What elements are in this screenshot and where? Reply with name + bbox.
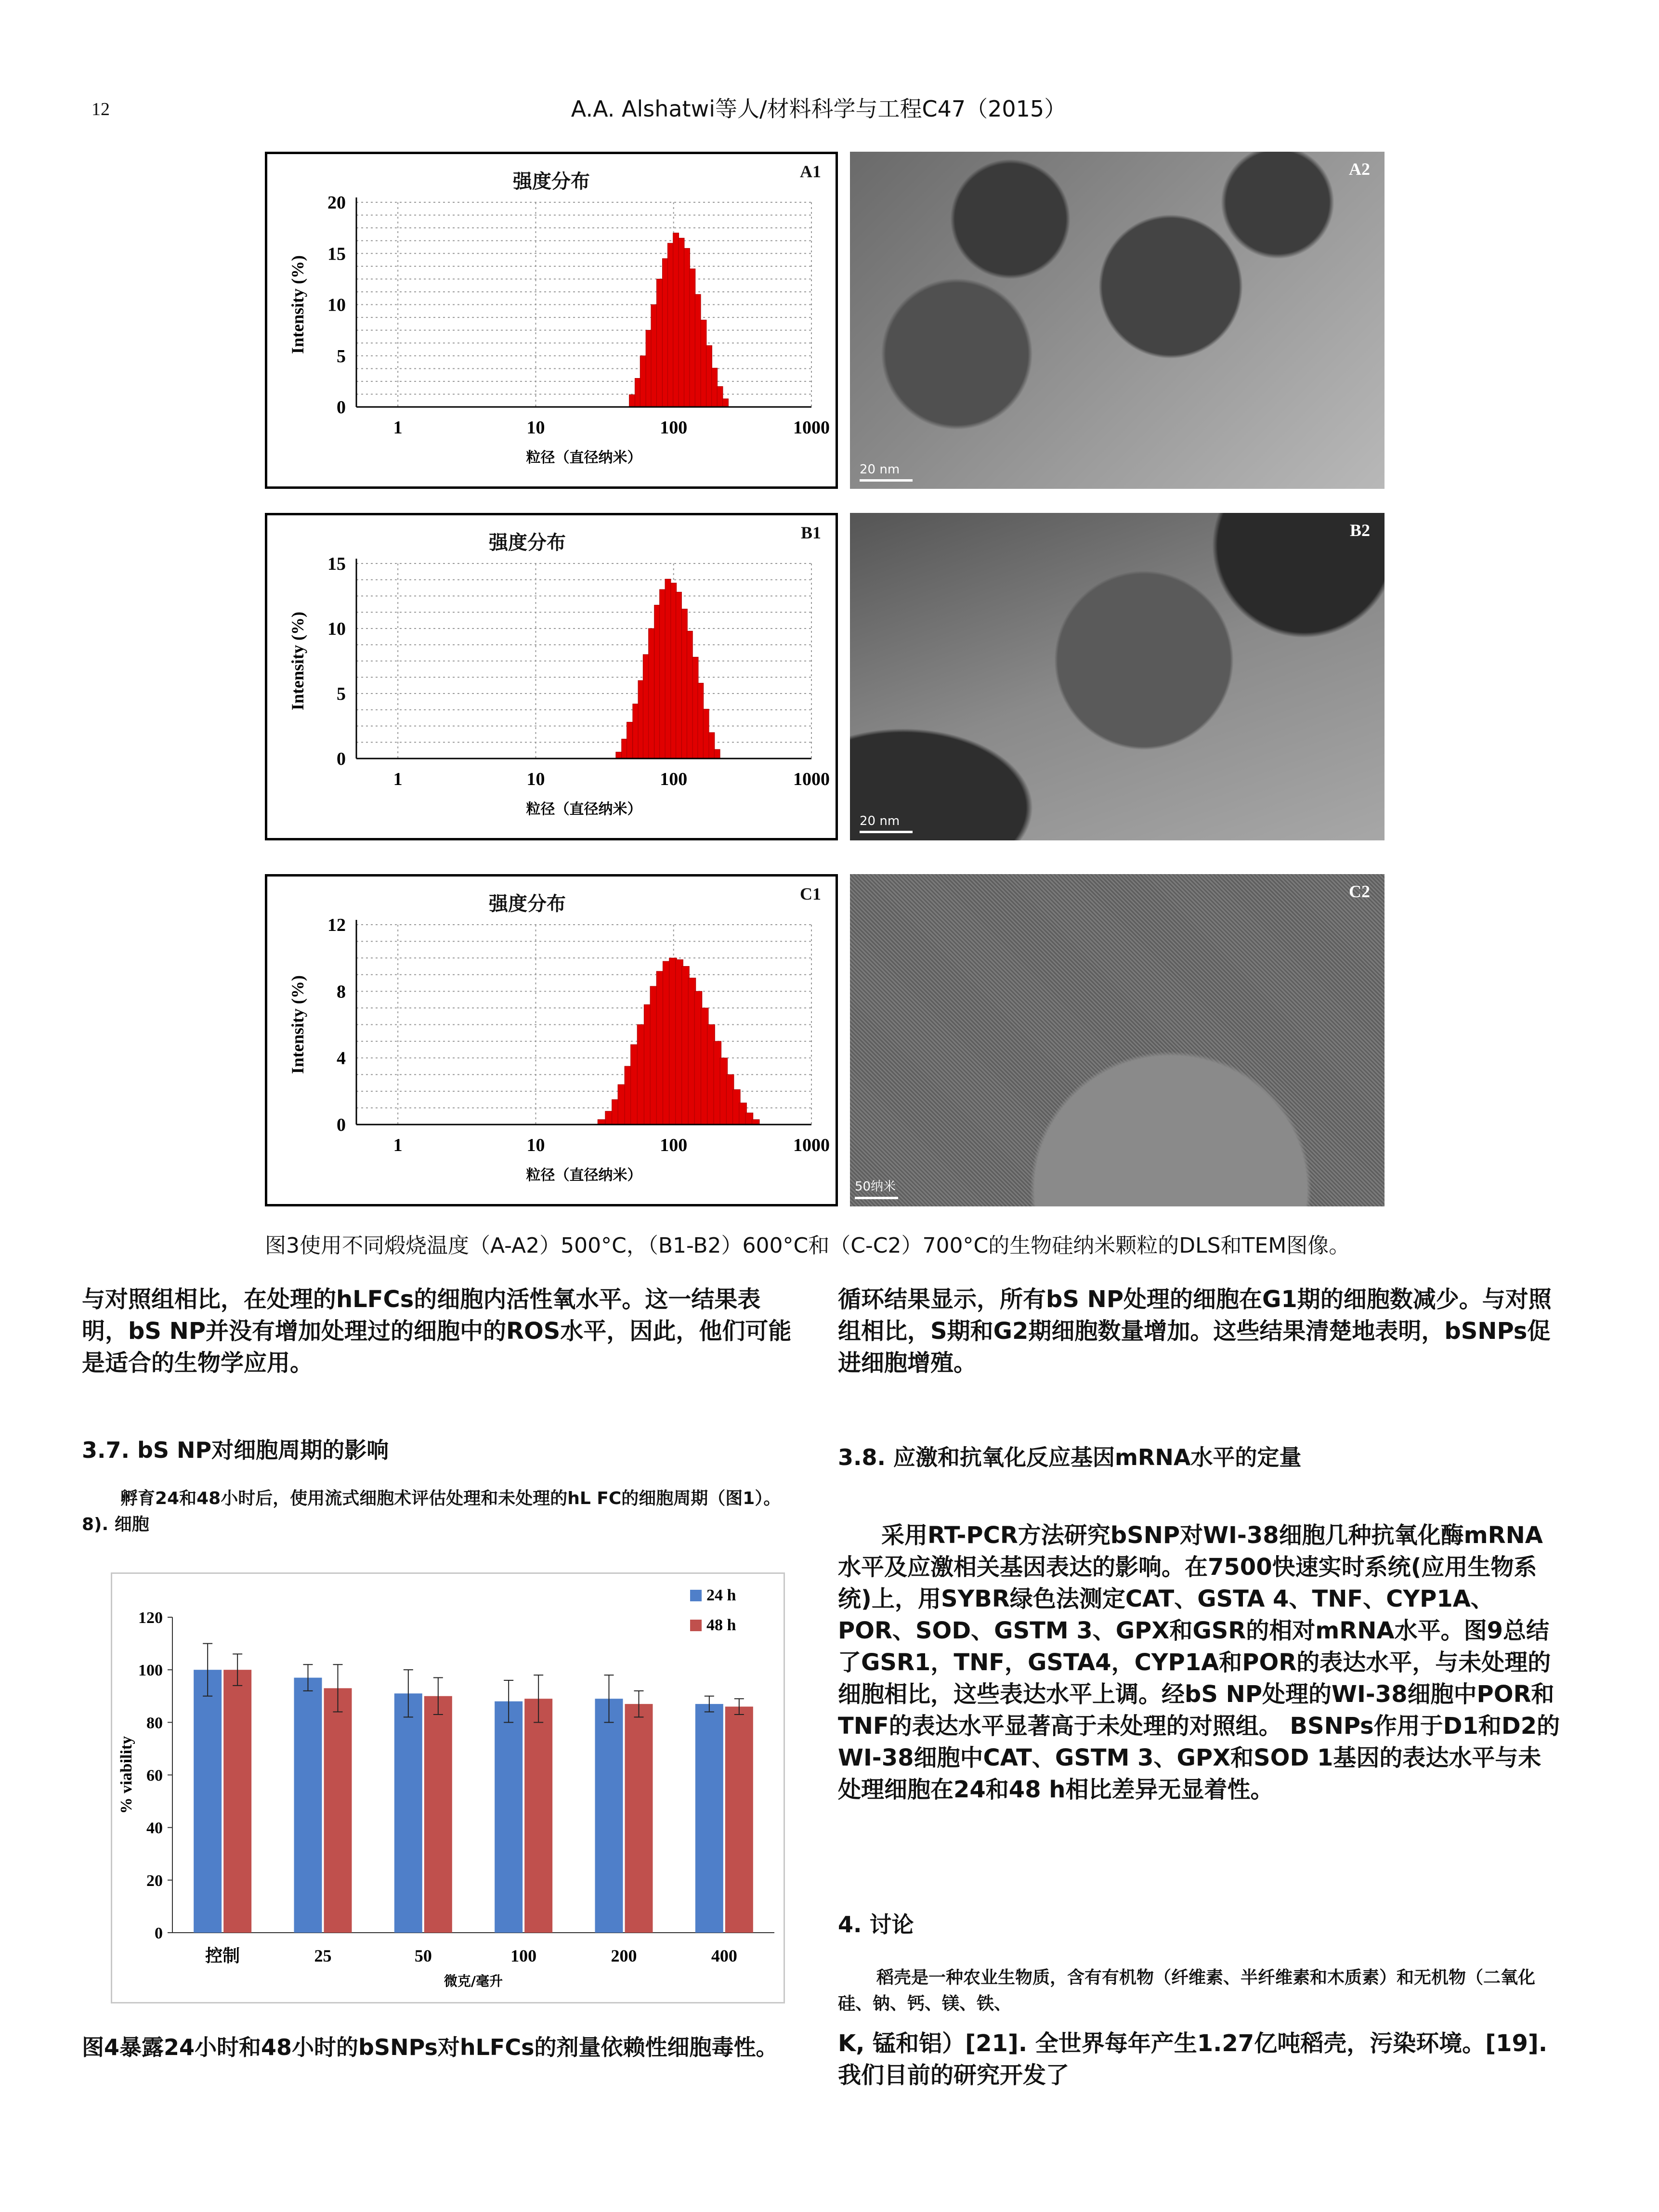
panel-label: A1 [800,162,821,181]
histogram-bar [673,233,679,407]
figure4-caption: 图4暴露24小时和48小时的bSNPs对hLFCs的剂量依赖性细胞毒性。 [82,2034,778,2060]
legend-label: 48 h [706,1616,736,1634]
y-tick-label: 10 [327,295,346,315]
x-axis-title: 粒径（直径纳米） [526,449,642,466]
viability-bar [294,1678,322,1933]
running-title: A.A. Alshatwi等人/材料科学与工程C47（2015） [571,96,1067,122]
y-tick-label: 0 [155,1924,163,1942]
figure3-caption: 图3使用不同煅烧温度（A-A2）500°C，（B1-B2）600°C和（C-C2）700°C的生物硅纳米颗粒的DLS和TEM图像。 [265,1233,1350,1258]
panel-label: B2 [1349,521,1370,540]
x-tick-label: 1000 [793,418,830,438]
y-tick-label: 12 [327,915,346,935]
histogram-bar [622,739,627,759]
y-tick-label: 10 [327,619,346,639]
histogram-bar [662,259,668,407]
y-tick-label: 5 [337,346,346,366]
viability-bar [625,1704,653,1933]
histogram-bar [605,1111,613,1125]
figure4-frame [111,1572,785,2003]
histogram-bar [629,395,635,407]
y-axis-title: Intensity (%) [288,612,307,710]
y-tick-label: 15 [327,554,346,574]
y-tick-label: 4 [337,1048,346,1069]
x-tick-label: 100 [510,1946,537,1965]
y-tick-label: 15 [327,244,346,264]
viability-bar [495,1702,523,1933]
scale-bar [860,479,913,482]
viability-bar [524,1699,552,1933]
legend-swatch [690,1590,702,1601]
viability-bar [725,1707,753,1933]
y-axis-title: Intensity (%) [288,975,307,1074]
panel-title: 强度分布 [513,170,590,193]
histogram-bar [665,579,671,759]
legend-label: 24 h [706,1586,736,1604]
x-axis-title: 粒径（直径纳米） [526,1167,642,1184]
x-tick-label: 10 [526,769,545,789]
histogram-bar [684,249,690,407]
x-tick-label: 1 [393,769,403,789]
histogram-bar [598,1120,605,1125]
y-tick-label: 40 [146,1819,163,1837]
x-tick-label: 100 [660,1135,688,1155]
dls-panel-b1 [265,513,838,840]
viability-bar [223,1670,251,1933]
y-tick-label: 0 [337,749,346,769]
scale-bar [855,1197,898,1199]
scale-bar-label: 50纳米 [855,1179,896,1194]
histogram-bar [714,749,720,759]
x-tick-label: 1 [393,418,403,438]
panel-label: C1 [800,884,821,903]
y-tick-label: 60 [146,1767,163,1785]
dls-chart-a1 [267,154,836,486]
histogram-bar [671,583,677,759]
y-tick-label: 0 [337,1115,346,1135]
y-tick-label: 20 [327,193,346,213]
x-tick-label: 100 [660,418,688,438]
page-number: 12 [91,99,110,119]
histogram-bar [676,592,682,759]
histogram-bar [690,269,695,407]
histogram-bar [640,356,646,407]
histogram-bar [651,305,657,407]
panel-label: A2 [1349,159,1370,179]
y-axis-title: Intensity (%) [288,255,307,354]
x-tick-label: 控制 [205,1946,240,1965]
x-tick-label: 1 [393,1135,403,1155]
histogram-bar [635,379,640,407]
histogram-bar [654,605,660,759]
left-paragraph-1: 与对照组相比，在处理的hLFCs的细胞内活性氧水平。这一结果表明，bS NP并没有增加处理过的细胞中的ROS水平，因此，他们可能是适合的生物学应用。 [82,1286,792,1376]
histogram-bar [723,399,729,407]
histogram-bar [660,589,666,759]
viability-bar [424,1696,452,1933]
y-tick-label: 20 [146,1872,163,1890]
histogram-bar [709,733,715,759]
x-axis-title: 微克/毫升 [444,1973,503,1989]
histogram-bar [637,1025,645,1125]
dls-chart-c1 [267,877,836,1204]
y-tick-label: 8 [337,982,346,1002]
histogram-bar [616,752,622,759]
histogram-bar [698,683,704,759]
y-tick-label: 5 [337,684,346,704]
y-axis-title: % viability [118,1736,135,1814]
section-heading-4: 4. 讨论 [838,1911,914,1937]
right-paragraph-4: K, 锰和铝）[21]. 全世界每年产生1.27亿吨稻壳，污染环境。[19]. 我们目前的研究开发了 [838,2030,1548,2089]
histogram-bar [681,609,687,759]
histogram-bar [752,1120,759,1125]
x-tick-label: 10 [526,418,545,438]
y-tick-label: 80 [146,1714,163,1732]
tem-image-a2 [850,152,1385,489]
viability-bar [394,1693,422,1933]
y-tick-label: 0 [337,397,346,418]
x-tick-label: 1000 [793,769,830,789]
histogram-bar [643,654,649,759]
x-tick-label: 25 [314,1946,332,1965]
histogram-bar [703,709,709,759]
histogram-bar [687,631,692,759]
histogram-bar [667,243,673,407]
x-tick-label: 1000 [793,1135,830,1155]
panel-label: C2 [1349,882,1370,901]
histogram-bar [656,279,662,407]
y-tick-label: 100 [138,1662,163,1680]
right-paragraph-1: 循环结果显示，所有bS NP处理的细胞在G1期的细胞数减少。与对照组相比，S期和G2期细胞数量增加。这些结果清楚地表明，bSNPs促进细胞增殖。 [838,1286,1552,1376]
histogram-bar [646,330,652,407]
histogram-bar [712,368,718,407]
legend-swatch [690,1620,702,1631]
panel-label: B1 [800,523,821,542]
histogram-bar [618,1085,626,1125]
right-paragraph-2: 采用RT-PCR方法研究bSNP对WI-38细胞几种抗氧化酶mRNA水平及应激相关基因表达的影响。在7500快速实时系统(应用生物系统)上，用SYBR绿色法测定CAT、GSTA 4、TNF、CYP1A、POR、SOD、GSTM 3、GPX和GSR的相对mRNA水平。图9总结了GSR1，TNF，GSTA4，CYP1A和POR的表达水平，与未处理的细胞相比，这些表达水平上调。经bS NP处理的WI-38细胞中POR和TNF的表达水平显著高于未处理的对照组。 BSNPs作用于D1和D2的WI-38细胞中CAT、GSTM 3、GPX和SOD 1基因的表达水平与未处理细胞在24和48 h相比差异无显着性。 [838,1522,1560,1803]
viability-bar [194,1670,222,1933]
panel-title: 强度分布 [489,532,566,554]
viability-bar [324,1688,352,1933]
histogram-bar [706,346,712,407]
y-tick-label: 120 [138,1609,163,1627]
dls-panel-a1 [265,152,838,489]
dls-chart-b1 [267,515,836,838]
x-tick-label: 100 [660,769,688,789]
left-paragraph-2: 孵育24和48小时后，使用流式细胞术评估处理和未处理的hL FC的细胞周期（图1）。8). 细胞 [82,1489,781,1534]
histogram-bar [692,657,698,759]
tem-image-c2 [850,874,1385,1206]
histogram-bar [717,387,723,407]
tem-image-b2 [850,513,1385,840]
scale-bar-label: 20 nm [860,814,900,828]
x-tick-label: 10 [526,1135,545,1155]
histogram-bar [627,722,633,759]
x-tick-label: 200 [611,1946,637,1965]
x-tick-label: 50 [414,1946,432,1965]
x-axis-title: 粒径（直径纳米） [526,801,642,818]
panel-title: 强度分布 [489,893,566,915]
histogram-bar [679,238,684,407]
scale-bar [860,831,913,833]
viability-bar [595,1699,623,1933]
histogram-bar [701,320,706,407]
histogram-bar [695,294,701,407]
scale-bar-label: 20 nm [860,462,900,477]
right-paragraph-3: 稻壳是一种农业生物质，含有有机物（纤维素、半纤维素和木质素）和无机物（二氧化硅、钠、钙、镁、铁、 [838,1968,1536,2014]
section-heading-3-8: 3.8. 应激和抗氧化反应基因mRNA水平的定量 [838,1444,1302,1470]
histogram-bar [633,704,639,759]
x-tick-label: 400 [711,1946,737,1965]
dls-panel-c1 [265,874,838,1206]
section-heading-3-7: 3.7. bS NP对细胞周期的影响 [82,1437,389,1463]
viability-bar [695,1704,723,1933]
histogram-bar [649,628,654,759]
viability-bar-chart [112,1574,784,2002]
